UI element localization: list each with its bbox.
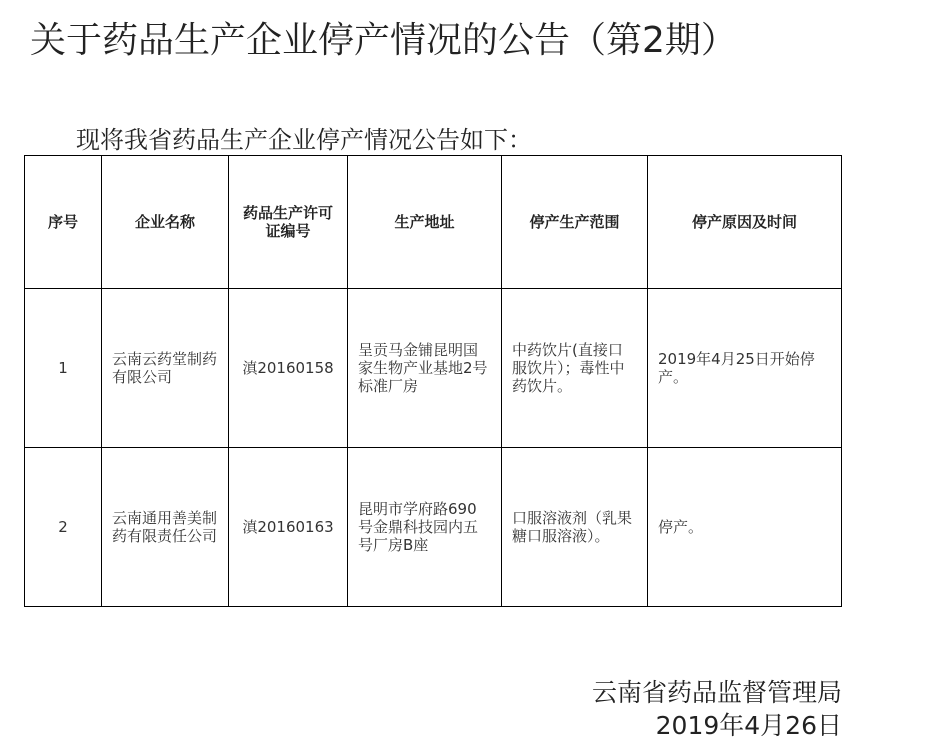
notice-title: 关于药品生产企业停产情况的公告（第2期） [30, 20, 737, 61]
cell-address: 呈贡马金铺昆明国家生物产业基地2号标准厂房 [348, 289, 502, 448]
cell-license: 滇20160163 [229, 448, 348, 607]
cell-no: 1 [25, 289, 102, 448]
cell-address: 昆明市学府路690号金鼎科技园内五号厂房B座 [348, 448, 502, 607]
header-scope: 停产生产范围 [502, 156, 648, 289]
table-row [25, 448, 842, 607]
cell-license: 滇20160158 [229, 289, 348, 448]
table-header-row [25, 156, 842, 289]
header-no: 序号 [25, 156, 102, 289]
cell-reason: 2019年4月25日开始停产。 [648, 289, 842, 448]
cell-company: 云南云药堂制药有限公司 [102, 289, 229, 448]
cell-no: 2 [25, 448, 102, 607]
header-license: 药品生产许可证编号 [229, 156, 348, 289]
header-company: 企业名称 [102, 156, 229, 289]
header-reason: 停产原因及时间 [648, 156, 842, 289]
cell-scope: 中药饮片(直接口服饮片）；毒性中药饮片。 [502, 289, 648, 448]
issue-date: 2019年4月26日 [655, 711, 842, 740]
table-row [25, 289, 842, 448]
issuing-authority: 云南省药品监督管理局 [591, 678, 842, 707]
header-address: 生产地址 [348, 156, 502, 289]
notice-intro: 现将我省药品生产企业停产情况公告如下： [76, 126, 532, 154]
shutdown-table [24, 155, 842, 607]
cell-reason: 停产。 [648, 448, 842, 607]
cell-scope: 口服溶液剂（乳果糖口服溶液）。 [502, 448, 648, 607]
cell-company: 云南通用善美制药有限责任公司 [102, 448, 229, 607]
